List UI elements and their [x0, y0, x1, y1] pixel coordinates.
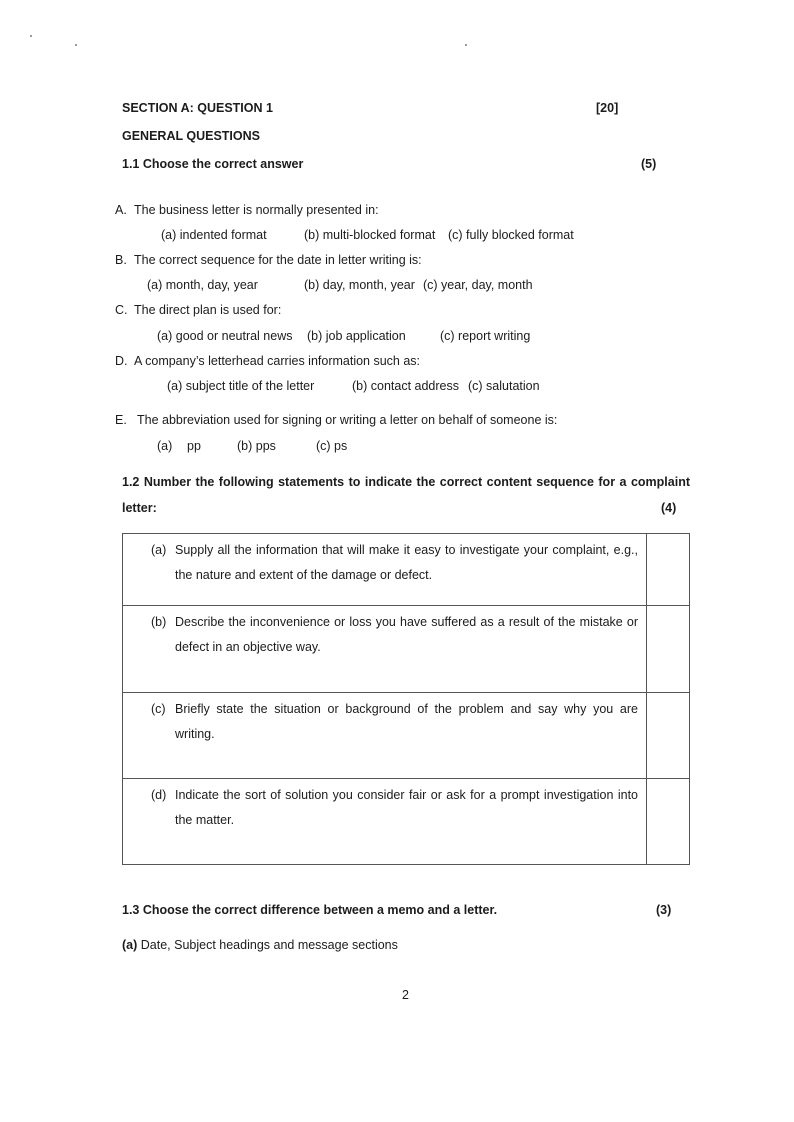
question-a-option-a[interactable]: (a) indented format [161, 228, 267, 242]
statement-label: (d) [151, 788, 167, 802]
section-title: SECTION A: QUESTION 1 [122, 101, 273, 115]
question-d-option-b[interactable]: (b) contact address [352, 379, 459, 393]
sequence-number-box[interactable] [647, 534, 690, 606]
question-d-text: A company’s letterhead carries information such as: [134, 354, 421, 368]
q1-3-marks: (3) [656, 903, 672, 917]
scan-speck [30, 35, 32, 37]
q1-1-marks: (5) [641, 157, 657, 171]
question-c-option-a[interactable]: (a) good or neutral news [157, 329, 293, 343]
question-e-option-a-label[interactable]: (a) [157, 439, 173, 453]
q1-3-option-a-text: Date, Subject headings and message sections [140, 938, 398, 952]
question-d-option-c[interactable]: (c) salutation [468, 379, 540, 393]
scan-speck [75, 44, 77, 46]
statement-cell [123, 534, 647, 606]
question-b-option-b[interactable]: (b) day, month, year [304, 278, 415, 292]
question-a-text: The business letter is normally presented in: [134, 203, 379, 217]
statement-text: Indicate the sort of solution you consider fair or ask for a prompt investigation into the matter. [175, 788, 638, 827]
statement-cell [123, 693, 647, 779]
q1-3-option-a-label: (a) [122, 938, 138, 952]
question-d-letter: D. [115, 354, 128, 368]
question-b-text: The correct sequence for the date in letter writing is: [134, 253, 422, 267]
section-total-marks: [20] [596, 101, 619, 115]
question-b-letter: B. [115, 253, 127, 267]
table-row [123, 693, 690, 779]
q1-2-heading-line2: letter: [122, 501, 157, 515]
question-e-letter: E. [115, 413, 127, 427]
sequence-number-box[interactable] [647, 779, 690, 865]
statement-label: (a) [151, 543, 167, 557]
section-subtitle: GENERAL QUESTIONS [122, 129, 260, 143]
question-a-letter: A. [115, 203, 127, 217]
question-e-option-b[interactable]: (b) pps [237, 439, 276, 453]
sequence-number-box[interactable] [647, 693, 690, 779]
table-row [123, 534, 690, 606]
statement-text: Supply all the information that will make it easy to investigate your complaint, e.g., the nature and extent of the damage or defect. [175, 543, 638, 582]
q1-2-heading-line1: 1.2 Number the following statements to indicate the correct content sequence for a complaint [122, 475, 690, 489]
question-a-option-b[interactable]: (b) multi-blocked format [304, 228, 436, 242]
question-b-option-c[interactable]: (c) year, day, month [423, 278, 533, 292]
question-e-option-a-text[interactable]: pp [187, 439, 201, 453]
question-a-option-c[interactable]: (c) fully blocked format [448, 228, 574, 242]
table-row [123, 606, 690, 693]
sequence-number-box[interactable] [647, 606, 690, 693]
q1-3-option-a[interactable] [122, 938, 398, 952]
question-e-option-c[interactable]: (c) ps [316, 439, 348, 453]
statement-text: Describe the inconvenience or loss you have suffered as a result of the mistake or defect in an objective way. [175, 615, 638, 654]
statement-text: Briefly state the situation or background of the problem and say why you are writing. [175, 702, 638, 741]
question-e-text: The abbreviation used for signing or writing a letter on behalf of someone is: [137, 413, 558, 427]
statement-label: (c) [151, 702, 166, 716]
q1-3-heading: 1.3 Choose the correct difference between a memo and a letter. [122, 903, 498, 917]
question-b-option-a[interactable]: (a) month, day, year [147, 278, 258, 292]
question-c-option-c[interactable]: (c) report writing [440, 329, 531, 343]
q1-1-heading: 1.1 Choose the correct answer [122, 157, 304, 171]
table-row [123, 779, 690, 865]
page-number: 2 [402, 988, 409, 1002]
statement-label: (b) [151, 615, 167, 629]
q1-2-heading [122, 475, 690, 489]
complaint-sequence-table [122, 533, 690, 865]
question-c-option-b[interactable]: (b) job application [307, 329, 406, 343]
question-c-text: The direct plan is used for: [134, 303, 282, 317]
statement-cell [123, 606, 647, 693]
scan-speck [465, 44, 467, 46]
statement-cell [123, 779, 647, 865]
q1-2-marks: (4) [661, 501, 677, 515]
question-c-letter: C. [115, 303, 128, 317]
question-d-option-a[interactable]: (a) subject title of the letter [167, 379, 315, 393]
